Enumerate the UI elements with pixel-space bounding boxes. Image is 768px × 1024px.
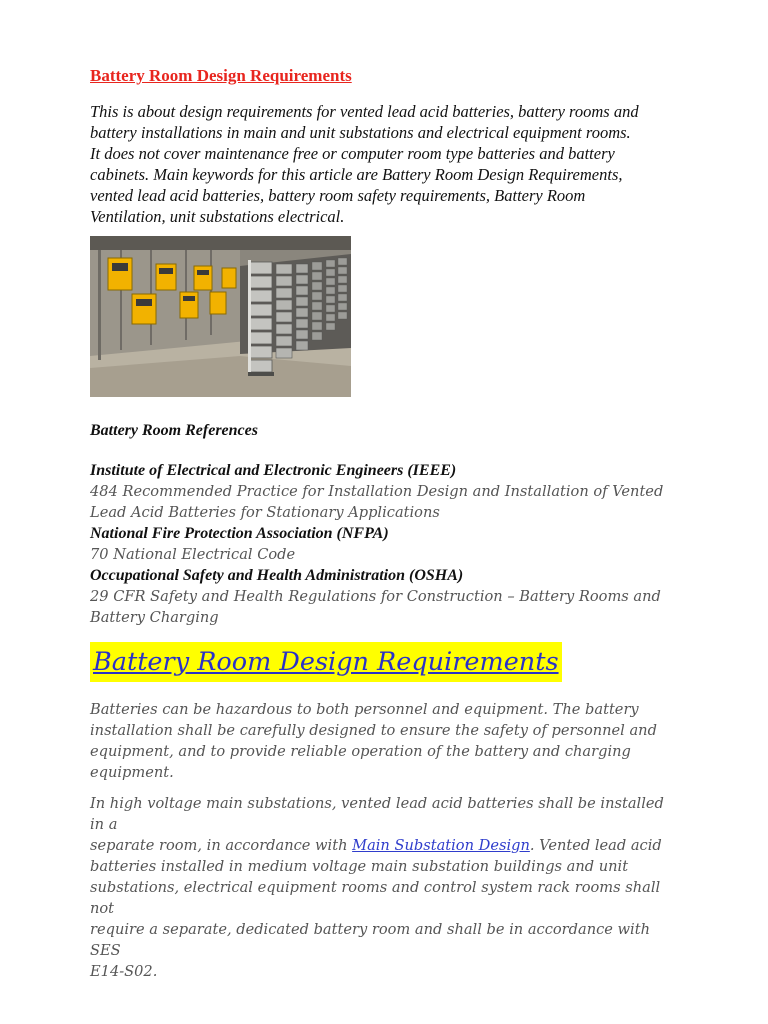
paragraph-line: Batteries can be hazardous to both personnel and equipment. The battery (90, 701, 639, 718)
references-list (90, 460, 690, 628)
paragraph-line: substations, electrical equipment rooms and control system rack rooms shall not (90, 879, 661, 917)
page-title: Battery Room Design Requirements (90, 66, 352, 85)
paragraph-text: . Vented lead acid (529, 837, 662, 854)
reference-desc: 29 CFR Safety and Health Regulations for Construction – Battery Rooms and (90, 588, 661, 605)
reference-org: Institute of Electrical and Electronic Engineers (IEEE) (90, 462, 457, 479)
reference-org: Occupational Safety and Health Administration (OSHA) (90, 567, 464, 584)
paragraph-line: installation shall be carefully designed to ensure the safety of personnel and (90, 722, 657, 739)
reference-desc: Battery Charging (90, 609, 219, 626)
main-substation-design-link[interactable]: Main Substation Design (352, 837, 530, 854)
paragraph-line: require a separate, dedicated battery room and shall be in accordance with SES (90, 921, 650, 959)
reference-desc: 70 National Electrical Code (90, 546, 296, 563)
paragraph-substations (90, 793, 680, 982)
paragraph-hazards (90, 699, 680, 783)
reference-org: National Fire Protection Association (NFPA) (90, 525, 389, 542)
paragraph-line: In high voltage main substations, vented lead acid batteries shall be installed in a (90, 795, 664, 833)
paragraph-text: separate room, in accordance with (90, 837, 353, 854)
intro-line: This is about design requirements for vented lead acid batteries, battery rooms and (90, 102, 639, 121)
intro-line: Ventilation, unit substations electrical. (90, 207, 345, 226)
paragraph-line: E14-S02. (90, 963, 158, 980)
paragraph-line: equipment, and to provide reliable operation of the battery and charging (90, 743, 631, 760)
reference-desc: 484 Recommended Practice for Installation Design and Installation of Vented (90, 483, 664, 500)
section-heading: Battery Room Design Requirements (90, 642, 562, 682)
reference-desc: Lead Acid Batteries for Stationary Applications (90, 504, 440, 521)
intro-line: It does not cover maintenance free or computer room type batteries and battery (90, 144, 615, 163)
intro-line: vented lead acid batteries, battery room safety requirements, Battery Room (90, 186, 586, 205)
paragraph-line: equipment. (90, 764, 174, 781)
paragraph-line: batteries installed in medium voltage main substation buildings and unit (90, 858, 629, 875)
references-heading: Battery Room References (90, 422, 258, 439)
intro-line: battery installations in main and unit substations and electrical equipment rooms. (90, 123, 631, 142)
paragraph-line (90, 835, 680, 856)
battery-room-photo (90, 236, 351, 397)
intro-paragraph (90, 101, 690, 227)
intro-line: cabinets. Main keywords for this article are Battery Room Design Requirements, (90, 165, 623, 184)
